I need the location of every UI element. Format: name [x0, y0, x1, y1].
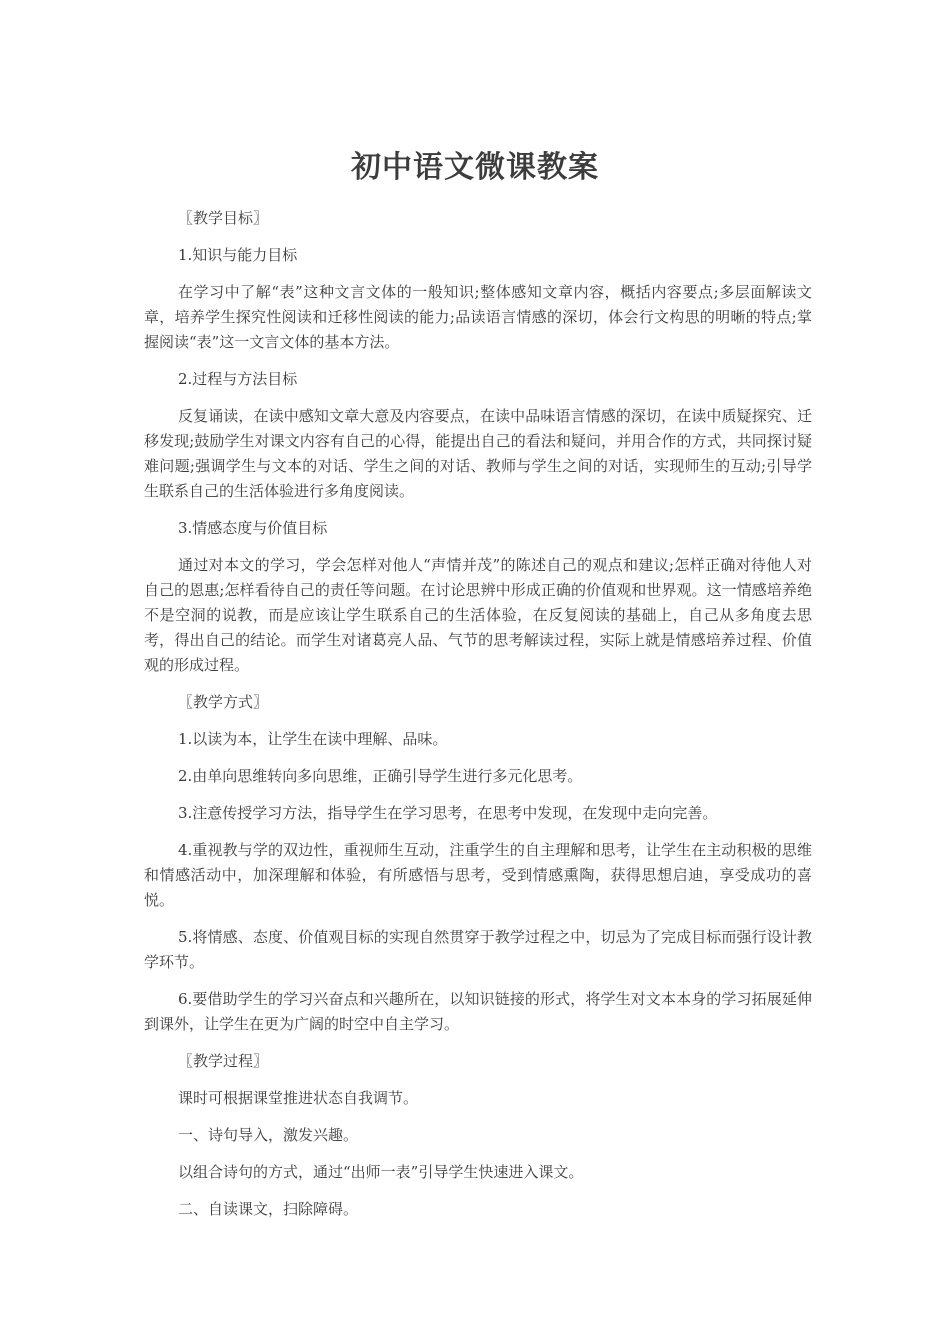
document-body [144, 206, 812, 1234]
step-heading-2: 二、自读课文，扫除障碍。 [178, 1200, 359, 1218]
list-item-method-1: 1.以读为本，让学生在读中理解、品味。 [178, 730, 448, 748]
list-item-method-4: 4.重视教与学的双边性，重视师生互动，注重学生的自主理解和思考，让学生在主动积极的思维和情感活动中，加深理解和体验，有所感悟与思考，受到情感熏陶，获得思想启迪，享受成功的喜悦。 [144, 841, 812, 909]
paragraph-process-note: 课时可根据课堂推进状态自我调节。 [178, 1089, 419, 1107]
subheading-process-method: 2.过程与方法目标 [178, 370, 298, 388]
section-heading-teaching-goals: 〖教学目标〗 [178, 209, 269, 227]
paragraph-knowledge-ability: 在学习中了解“表”这种文言文体的一般知识;整体感知文章内容，概括内容要点;多层面解读文章，培养学生探究性阅读和迁移性阅读的能力;品读语言情感的深切，体会行文构思的明晰的特点;掌握阅读“表”这一文言文体的基本方法。 [144, 283, 812, 351]
step-heading-1: 一、诗句导入，激发兴趣。 [178, 1126, 359, 1144]
list-item-method-2: 2.由单向思维转向多向思维，正确引导学生进行多元化思考。 [178, 767, 583, 785]
section-heading-teaching-process: 〖教学过程〗 [178, 1052, 269, 1070]
list-item-method-3: 3.注意传授学习方法，指导学生在学习思考，在思考中发现，在发现中走向完善。 [178, 804, 718, 822]
paragraph-emotion-values: 通过对本文的学习，学会怎样对他人“声情并茂”的陈述自己的观点和建议;怎样正确对待他人对自己的恩惠;怎样看待自己的责任等问题。在讨论思辨中形成正确的价值观和世界观。这一情感培养绝不是空洞的说教，而是应该让学生联系自己的生活体验，在反复阅读的基础上，自己从多角度去思考，得出自己的结论。而学生对诸葛亮人品、气节的思考解读过程，实际上就是情感培养过程、价值观的形成过程。 [144, 556, 812, 674]
subheading-emotion-values: 3.情感态度与价值目标 [178, 519, 328, 537]
paragraph-process-method: 反复诵读，在读中感知文章大意及内容要点，在读中品味语言情感的深切，在读中质疑探究、迁移发现;鼓励学生对课文内容有自己的心得，能提出自己的看法和疑问，并用合作的方式，共同探讨疑难问题;强调学生与文本的对话、学生之间的对话、教师与学生之间的对话，实现师生的互动;引导学生联系自己的生活体验进行多角度阅读。 [144, 407, 812, 500]
section-heading-teaching-methods: 〖教学方式〗 [178, 693, 269, 711]
paragraph-step-1: 以组合诗句的方式，通过“出师一表”引导学生快速进入课文。 [178, 1163, 584, 1181]
document-title: 初中语文微课教案 [351, 150, 599, 185]
list-item-method-5: 5.将情感、态度、价值观目标的实现自然贯穿于教学过程之中，切忌为了完成目标而强行设计教学环节。 [144, 928, 812, 971]
list-item-method-6: 6.要借助学生的学习兴奋点和兴趣所在，以知识链接的形式，将学生对文本本身的学习拓展延伸到课外，让学生在更为广阔的时空中自主学习。 [144, 990, 812, 1033]
subheading-knowledge-ability: 1.知识与能力目标 [178, 246, 298, 264]
